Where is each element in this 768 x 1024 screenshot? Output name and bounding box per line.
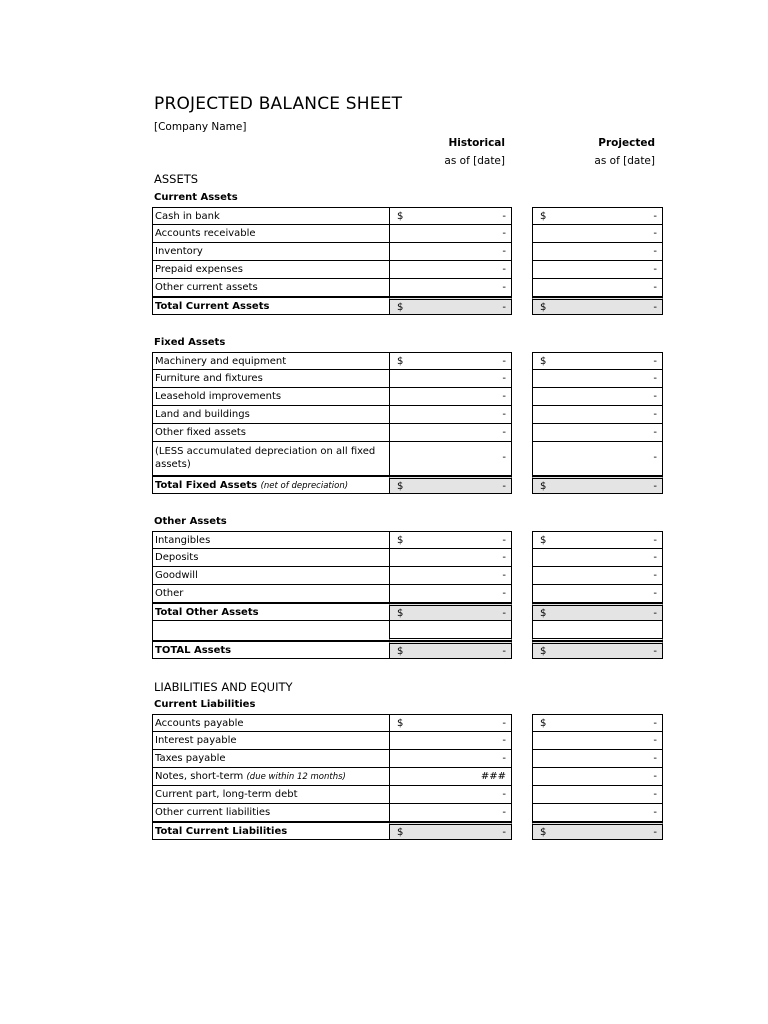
total-label: Total Other Assets	[152, 603, 390, 621]
projected-total-cell	[532, 476, 663, 494]
row-label: Other	[152, 585, 390, 603]
projected-cell[interactable]	[532, 585, 663, 603]
value: -	[653, 827, 657, 838]
historical-total-cell	[389, 603, 512, 621]
value: -	[502, 552, 506, 563]
row-label: Other current assets	[152, 279, 390, 297]
dollar-sign: $	[397, 646, 404, 657]
row-label: Prepaid expenses	[152, 261, 390, 279]
historical-cell[interactable]	[389, 531, 512, 549]
blank-historical-cell[interactable]	[389, 621, 512, 641]
dollar-sign: $	[397, 356, 404, 367]
historical-total-cell	[389, 822, 512, 840]
value: -	[502, 608, 506, 619]
value: -	[653, 608, 657, 619]
value: -	[653, 356, 657, 367]
value: -	[653, 391, 657, 402]
value: -	[502, 570, 506, 581]
fixed-assets-heading: Fixed Assets	[154, 337, 226, 348]
value: -	[653, 646, 657, 657]
projected-total-cell	[532, 822, 663, 840]
row-label: Cash in bank	[152, 207, 390, 225]
value: -	[502, 588, 506, 599]
value: -	[502, 427, 506, 438]
value: -	[502, 264, 506, 275]
projected-cell[interactable]	[532, 225, 663, 243]
value: -	[502, 735, 506, 746]
projected-cell[interactable]	[532, 804, 663, 822]
dollar-sign: $	[397, 718, 404, 729]
historical-cell[interactable]	[389, 567, 512, 585]
dollar-sign: $	[397, 481, 404, 492]
value: -	[653, 228, 657, 239]
projected-cell[interactable]	[532, 370, 663, 388]
value: -	[653, 302, 657, 313]
dollar-sign: $	[540, 827, 547, 838]
projected-cell[interactable]	[532, 207, 663, 225]
projected-cell[interactable]	[532, 714, 663, 732]
historical-cell[interactable]	[389, 714, 512, 732]
historical-cell[interactable]	[389, 388, 512, 406]
dollar-sign: $	[540, 608, 547, 619]
current-assets-heading: Current Assets	[154, 192, 238, 203]
value: -	[653, 570, 657, 581]
historical-cell[interactable]	[389, 768, 512, 786]
value: -	[502, 646, 506, 657]
row-label: Furniture and fixtures	[152, 370, 390, 388]
row-label: Deposits	[152, 549, 390, 567]
value: -	[653, 588, 657, 599]
historical-cell[interactable]	[389, 750, 512, 768]
historical-cell[interactable]	[389, 786, 512, 804]
dollar-sign: $	[540, 535, 547, 546]
historical-total-cell	[389, 476, 512, 494]
value: -	[653, 807, 657, 818]
row-label: Inventory	[152, 243, 390, 261]
projected-cell[interactable]	[532, 732, 663, 750]
value: -	[653, 282, 657, 293]
projected-cell[interactable]	[532, 786, 663, 804]
liabilities-heading: LIABILITIES AND EQUITY	[154, 680, 293, 694]
projected-cell[interactable]	[532, 567, 663, 585]
total-note: (net of depreciation)	[260, 481, 349, 491]
blank-label	[152, 621, 390, 641]
row-label: Accounts payable	[152, 714, 390, 732]
historical-date: as of [date]	[444, 155, 505, 167]
historical-cell[interactable]	[389, 406, 512, 424]
projected-grand-total-cell	[532, 641, 663, 659]
value: -	[653, 452, 657, 463]
value: -	[653, 789, 657, 800]
historical-cell[interactable]	[389, 225, 512, 243]
value: -	[653, 373, 657, 384]
projected-total-cell	[532, 297, 663, 315]
projected-cell[interactable]	[532, 243, 663, 261]
value: -	[502, 718, 506, 729]
row-label: Land and buildings	[152, 406, 390, 424]
row-label: Goodwill	[152, 567, 390, 585]
value: -	[653, 246, 657, 257]
value: -	[653, 753, 657, 764]
dollar-sign: $	[540, 302, 547, 313]
value: -	[653, 771, 657, 782]
dollar-sign: $	[397, 827, 404, 838]
blank-projected-cell[interactable]	[532, 621, 663, 641]
value: -	[502, 753, 506, 764]
historical-cell[interactable]	[389, 370, 512, 388]
value: -	[653, 409, 657, 420]
historical-cell[interactable]	[389, 352, 512, 370]
historical-header: Historical	[448, 137, 505, 149]
row-label: Interest payable	[152, 732, 390, 750]
dollar-sign: $	[540, 211, 547, 222]
value: -	[653, 427, 657, 438]
value: -	[502, 789, 506, 800]
row-label: Taxes payable	[152, 750, 390, 768]
historical-cell[interactable]	[389, 549, 512, 567]
value: -	[502, 452, 506, 463]
value: -	[502, 228, 506, 239]
row-label: (LESS accumulated depreciation on all fixed assets)	[152, 442, 390, 476]
total-label: Total Current Liabilities	[152, 822, 390, 840]
historical-cell[interactable]	[389, 442, 512, 476]
projected-cell[interactable]	[532, 261, 663, 279]
dollar-sign: $	[397, 211, 404, 222]
grand-total-label: TOTAL Assets	[152, 641, 390, 659]
projected-cell[interactable]	[532, 352, 663, 370]
row-label	[152, 768, 390, 786]
value: -	[653, 264, 657, 275]
projected-header: Projected	[598, 137, 655, 149]
projected-total-cell	[532, 603, 663, 621]
value: -	[502, 807, 506, 818]
value: -	[502, 211, 506, 222]
total-label	[152, 476, 390, 494]
value: -	[502, 373, 506, 384]
row-label-text: Notes, short-term	[155, 771, 244, 782]
projected-cell[interactable]	[532, 388, 663, 406]
company-name: [Company Name]	[154, 121, 247, 133]
value: -	[502, 409, 506, 420]
total-label-text: Total Fixed Assets	[155, 480, 258, 491]
projected-cell[interactable]	[532, 424, 663, 442]
value: -	[502, 827, 506, 838]
historical-cell[interactable]	[389, 804, 512, 822]
value: -	[502, 535, 506, 546]
value: -	[653, 481, 657, 492]
page-title: PROJECTED BALANCE SHEET	[154, 94, 403, 114]
assets-heading: ASSETS	[154, 172, 199, 186]
projected-cell[interactable]	[532, 531, 663, 549]
row-label: Current part, long-term debt	[152, 786, 390, 804]
historical-grand-total-cell	[389, 641, 512, 659]
dollar-sign: $	[540, 646, 547, 657]
historical-cell[interactable]	[389, 261, 512, 279]
historical-cell[interactable]	[389, 243, 512, 261]
dollar-sign: $	[540, 718, 547, 729]
row-label: Machinery and equipment	[152, 352, 390, 370]
dollar-sign: $	[397, 608, 404, 619]
row-note: (due within 12 months)	[246, 772, 346, 782]
dollar-sign: $	[397, 535, 404, 546]
row-label: Other current liabilities	[152, 804, 390, 822]
row-label: Leasehold improvements	[152, 388, 390, 406]
historical-total-cell	[389, 297, 512, 315]
value: -	[653, 718, 657, 729]
historical-cell[interactable]	[389, 585, 512, 603]
value: -	[502, 246, 506, 257]
value: -	[502, 282, 506, 293]
current-liabilities-heading: Current Liabilities	[154, 699, 256, 710]
historical-cell[interactable]	[389, 279, 512, 297]
row-label: Accounts receivable	[152, 225, 390, 243]
value: -	[653, 211, 657, 222]
projected-cell[interactable]	[532, 768, 663, 786]
row-label: Other fixed assets	[152, 424, 390, 442]
row-label: Intangibles	[152, 531, 390, 549]
historical-cell[interactable]	[389, 732, 512, 750]
dollar-sign: $	[540, 356, 547, 367]
value: -	[653, 535, 657, 546]
value: -	[653, 552, 657, 563]
historical-cell[interactable]	[389, 424, 512, 442]
projected-cell[interactable]	[532, 442, 663, 476]
projected-cell[interactable]	[532, 406, 663, 424]
overflow-value: ###	[480, 771, 506, 782]
dollar-sign: $	[540, 481, 547, 492]
projected-date: as of [date]	[594, 155, 655, 167]
other-assets-heading: Other Assets	[154, 516, 227, 527]
table-row	[0, 207, 768, 225]
value: -	[653, 735, 657, 746]
value: -	[502, 391, 506, 402]
dollar-sign: $	[397, 302, 404, 313]
value: -	[502, 356, 506, 367]
value: -	[502, 302, 506, 313]
projected-cell[interactable]	[532, 279, 663, 297]
projected-cell[interactable]	[532, 750, 663, 768]
projected-cell[interactable]	[532, 549, 663, 567]
historical-cell[interactable]	[389, 207, 512, 225]
total-label: Total Current Assets	[152, 297, 390, 315]
value: -	[502, 481, 506, 492]
